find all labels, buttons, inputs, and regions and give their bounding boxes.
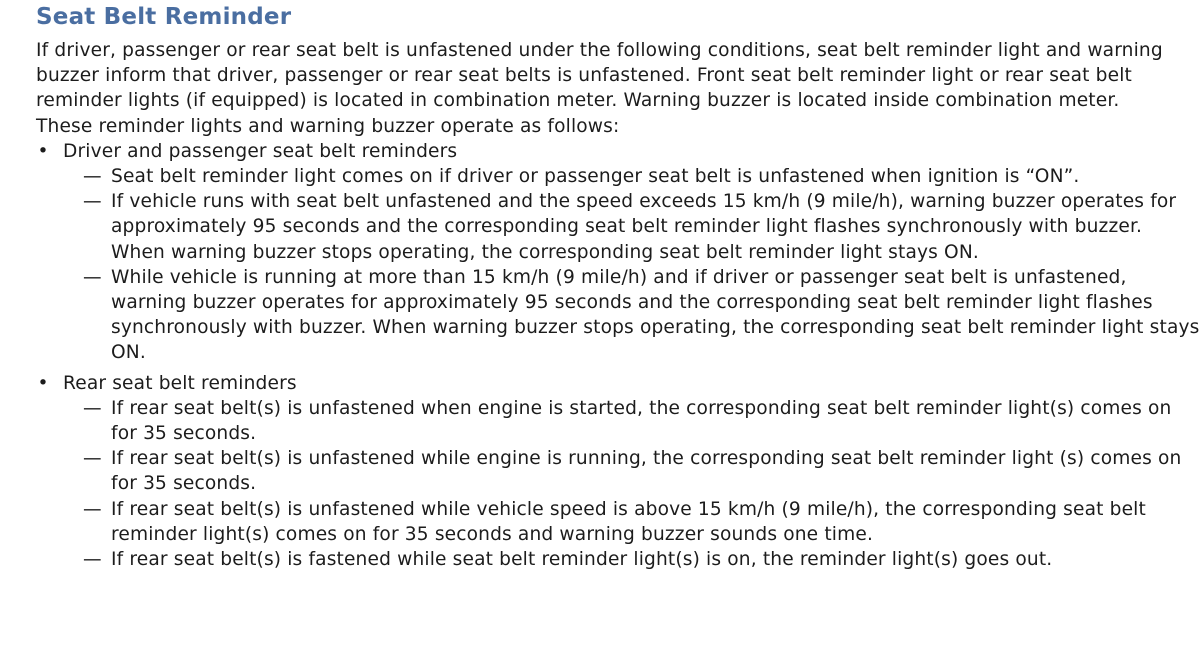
dash-marker: — bbox=[83, 191, 102, 213]
list-item bbox=[63, 547, 1200, 572]
list-item bbox=[63, 497, 1200, 547]
dash-marker: — bbox=[83, 448, 102, 470]
list-item-text: If rear seat belt(s) is unfastened when engine is started, the corresponding seat belt reminder light(s) comes on for 35 seconds. bbox=[111, 397, 1172, 445]
section-title: Seat Belt Reminder bbox=[36, 4, 292, 30]
list-item-text: While vehicle is running at more than 15 km/h (9 mile/h) and if driver or passenger seat belt is unfastened, warning buzzer operates for approximately 95 seconds and the corresponding seat belt reminder light flashes synchronously with buzzer. When warning buzzer stops operating, the corresponding seat belt reminder light stays ON. bbox=[111, 266, 1200, 364]
dash-marker: — bbox=[83, 549, 102, 571]
reminder-groups bbox=[36, 139, 1200, 572]
list-item-text: If vehicle runs with seat belt unfastened and the speed exceeds 15 km/h (9 mile/h), warning buzzer operates for approximately 95 seconds and the corresponding seat belt reminder light flashes synchronously with buzzer. When warning buzzer stops operating, the corresponding seat belt reminder light stays ON. bbox=[111, 191, 1177, 263]
intro-lead-in: These reminder lights and warning buzzer operate as follows: bbox=[36, 115, 620, 137]
list-item-text: If rear seat belt(s) is unfastened while engine is running, the corresponding seat belt reminder light (s) comes on for 35 seconds. bbox=[111, 448, 1182, 495]
dash-marker: — bbox=[83, 498, 102, 520]
list-item bbox=[63, 265, 1200, 366]
bullet-marker: • bbox=[37, 140, 49, 162]
dash-marker: — bbox=[83, 397, 102, 419]
list-item bbox=[63, 396, 1200, 446]
group-items bbox=[63, 164, 1200, 366]
list-item bbox=[63, 164, 1200, 189]
group-heading: Rear seat belt reminders bbox=[63, 372, 297, 394]
group-items bbox=[63, 396, 1200, 572]
list-item-text: If rear seat belt(s) is unfastened while vehicle speed is above 15 km/h (9 mile/h), the corresponding seat belt reminder light(s) comes on for 35 seconds and warning buzzer sounds one time. bbox=[111, 498, 1146, 545]
group-driver-passenger bbox=[36, 139, 1200, 366]
group-heading: Driver and passenger seat belt reminders bbox=[63, 140, 458, 162]
intro-text bbox=[36, 38, 1186, 139]
bullet-marker: • bbox=[37, 372, 49, 394]
dash-marker: — bbox=[83, 266, 102, 288]
intro-paragraph: If driver, passenger or rear seat belt is unfastened under the following conditions, seat belt reminder light and warning buzzer inform that driver, passenger or rear seat belts is unfastened. Front seat belt reminder light or rear seat belt reminder lights (if equipped) is located in combination meter. Warning buzzer is located inside combination meter. bbox=[36, 40, 1163, 112]
list-item bbox=[63, 189, 1200, 265]
list-item bbox=[63, 446, 1200, 496]
group-rear bbox=[36, 371, 1200, 573]
list-item-text: Seat belt reminder light comes on if driver or passenger seat belt is unfastened when ignition is “ON”. bbox=[111, 166, 1080, 188]
dash-marker: — bbox=[83, 166, 102, 188]
list-item-text: If rear seat belt(s) is fastened while seat belt reminder light(s) is on, the reminder light(s) goes out. bbox=[111, 549, 1053, 571]
